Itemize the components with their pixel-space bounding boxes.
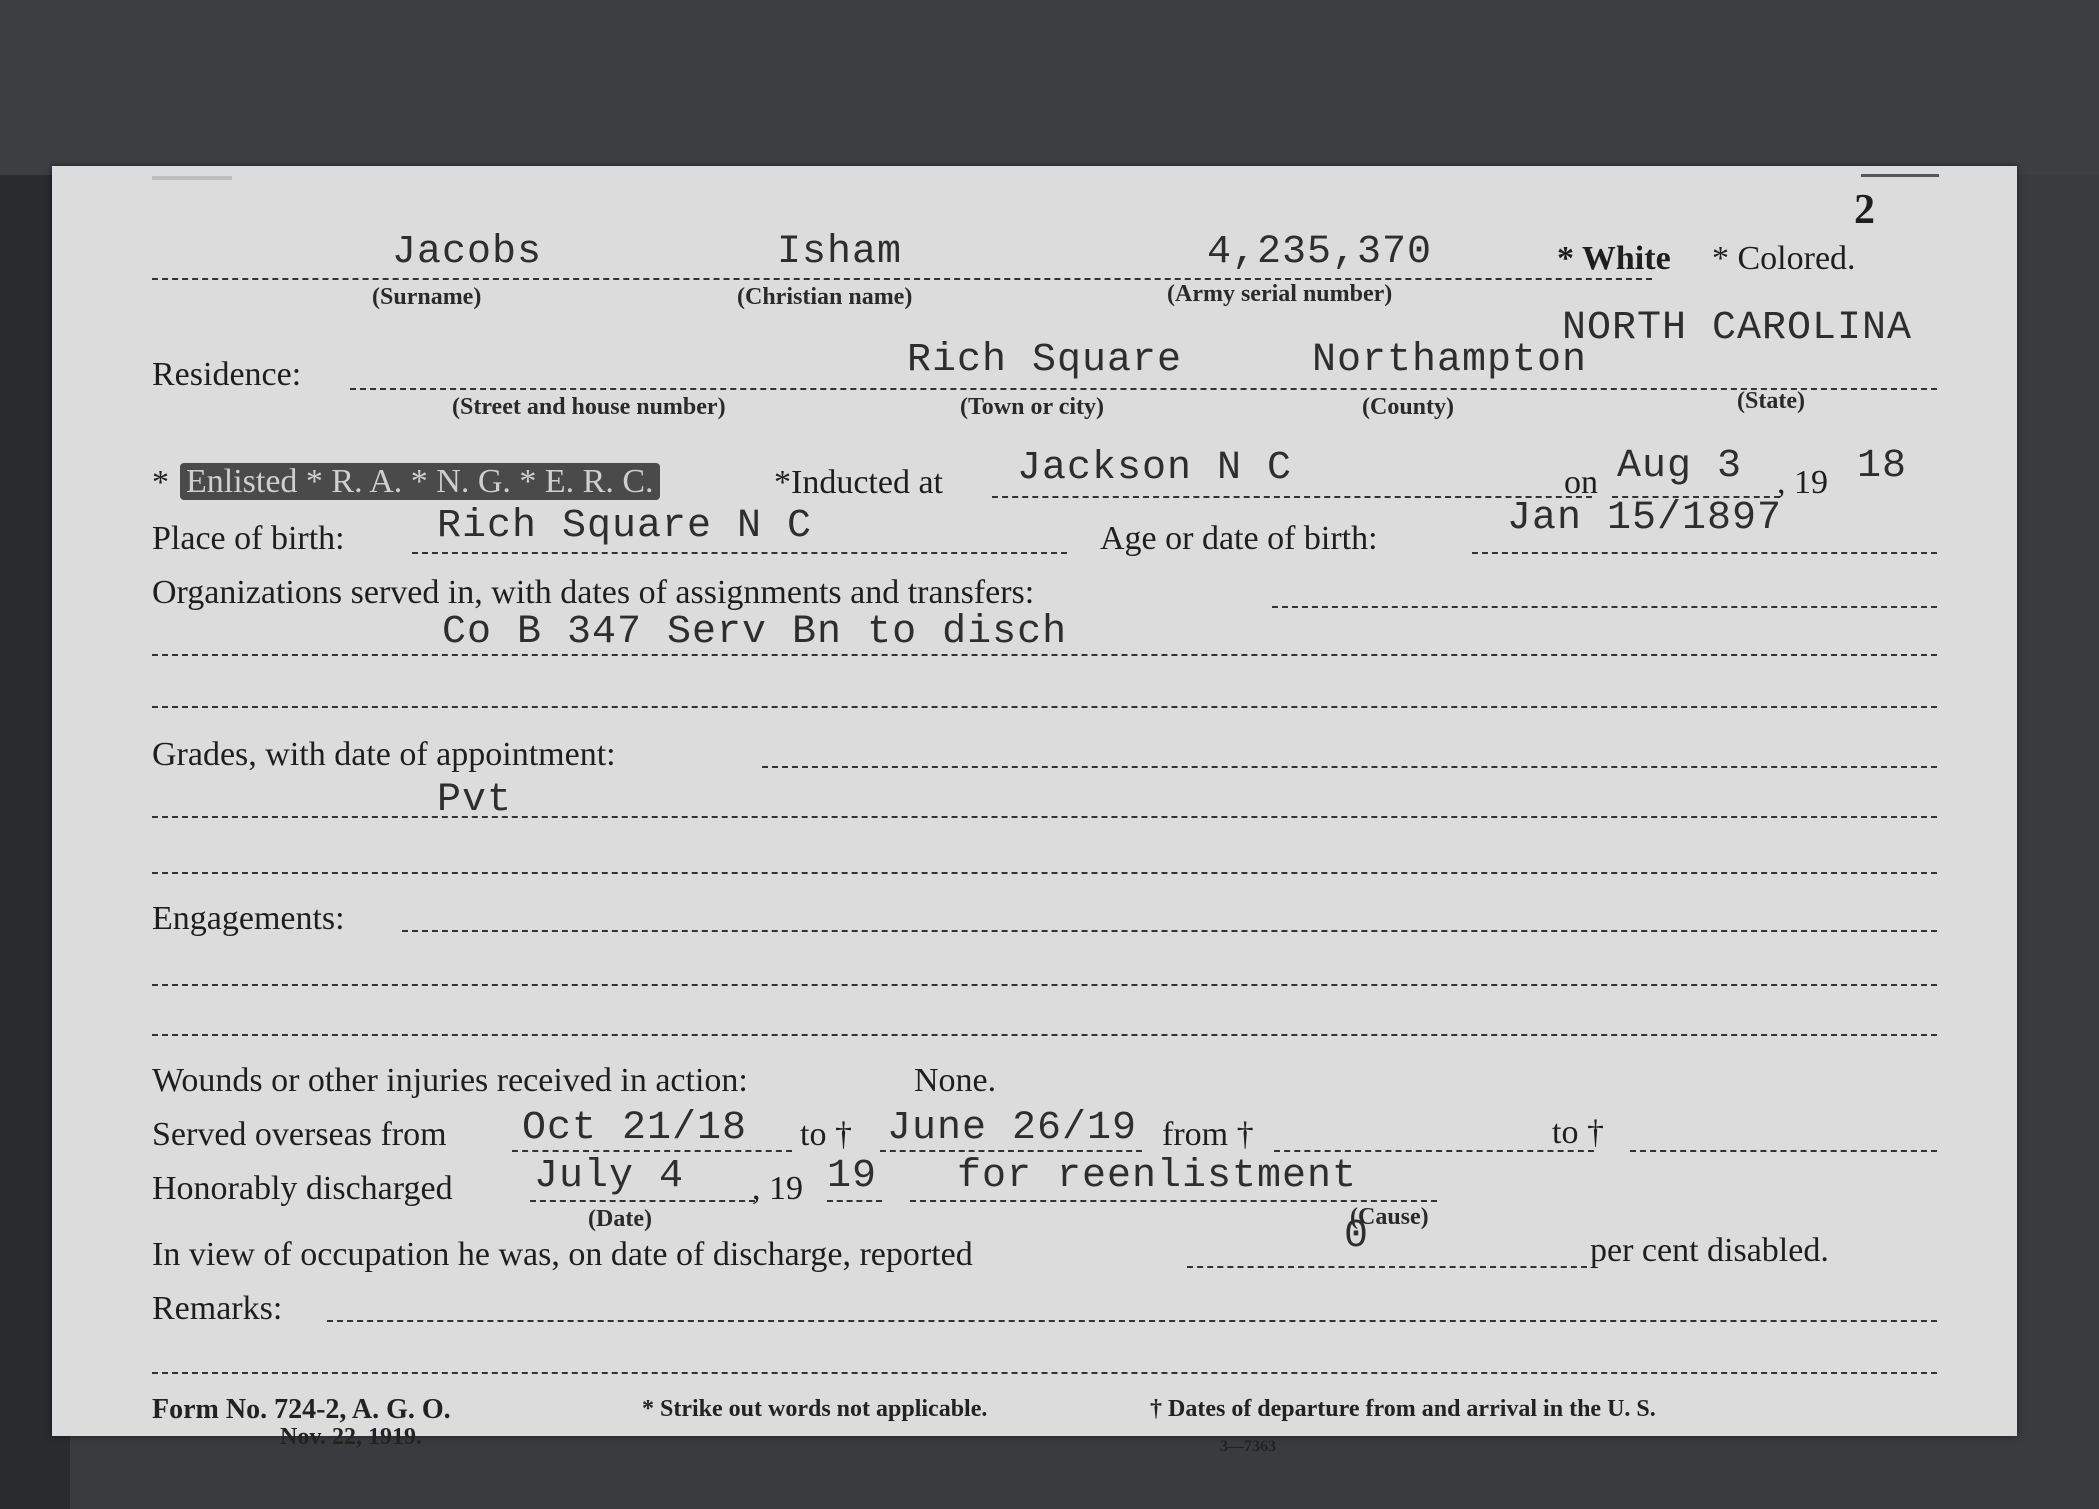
discharge-date-caption: (Date) [588,1206,652,1232]
card-scuff [152,176,232,180]
occupation-line [1187,1266,1587,1268]
birth-date-line [1472,552,1937,554]
grades-line-3 [152,872,1937,874]
overseas-from-line [512,1150,792,1152]
occupation-label: In view of occupation he was, on date of discharge, reported [152,1236,973,1273]
organizations-value: Co B 347 Serv Bn to disch [442,610,1068,655]
place-of-birth-value: Rich Square N C [437,504,813,549]
overseas-to2-line [1630,1150,1937,1152]
organizations-line-1 [1272,606,1937,608]
organizations-label: Organizations served in, with dates of assignments and transfers: [152,574,1035,611]
organizations-line-2 [152,654,1937,656]
strike-note: * Strike out words not applicable. [642,1396,988,1422]
grades-label: Grades, with date of appointment: [152,736,616,773]
grades-value: Pvt [437,778,513,823]
colored-label: * Colored. [1712,240,1856,277]
enlisted-options: Enlisted * R. A. * N. G. * E. R. C. [180,463,660,500]
engagements-line-2 [152,984,1937,986]
inducted-at-label: *Inducted at [774,464,943,501]
street-caption: (Street and house number) [452,394,726,420]
enlisted-options-struck [180,463,660,501]
induction-year-prefix: , 19 [1777,464,1828,501]
engagements-label: Engagements: [152,900,345,937]
background-top [0,0,2099,175]
form-date: Nov. 22, 1919. [280,1424,423,1450]
place-of-birth-line [412,552,1067,554]
overseas-from2-line [1274,1150,1594,1152]
residence-state-value: NORTH CAROLINA [1562,306,1913,351]
inducted-place-line [992,496,1592,498]
overseas-to2-label: to † [1552,1114,1604,1151]
discharge-date-value: July 4 [534,1154,685,1199]
surname-caption: (Surname) [372,284,482,310]
overseas-to-label: to † [800,1116,852,1153]
top-rule [1861,174,1939,177]
residence-line [350,388,1937,390]
town-caption: (Town or city) [960,394,1104,420]
county-caption: (County) [1362,394,1455,420]
wounds-value: None. [914,1062,997,1099]
overseas-to-line [880,1150,1142,1152]
wounds-label: Wounds or other injuries received in action: [152,1062,748,1099]
residence-town-value: Rich Square [907,338,1183,383]
serial-number-caption: (Army serial number) [1167,281,1393,307]
serial-number-value: 4,235,370 [1207,230,1433,275]
white-label: * White [1557,240,1671,277]
engagements-line-3 [152,1034,1937,1036]
birth-date-label: Age or date of birth: [1100,520,1378,557]
overseas-label: Served overseas from [152,1116,447,1153]
overseas-to-value: June 26/19 [887,1106,1138,1151]
name-line [152,278,1652,280]
organizations-line-3 [152,706,1937,708]
discharge-cause-line [910,1200,1437,1202]
surname-value: Jacobs [392,230,543,275]
discharge-year-prefix: , 19 [752,1170,803,1207]
remarks-line-1 [327,1320,1937,1322]
discharge-cause-value: for reenlistment [957,1154,1358,1199]
form-number: Form No. 724-2, A. G. O. [152,1394,451,1425]
overseas-from-value: Oct 21/18 [522,1106,748,1151]
discharge-label: Honorably discharged [152,1170,453,1207]
discharge-date-line [530,1200,755,1202]
print-code: 3—7363 [1220,1438,1276,1455]
remarks-line-2 [152,1372,1937,1374]
grades-line-2 [152,816,1937,818]
state-caption: (State) [1737,388,1805,414]
place-of-birth-label: Place of birth: [152,520,345,557]
grades-line-1 [762,766,1937,768]
christian-name-value: Isham [777,230,903,275]
occupation-value: 0 [1344,1214,1370,1259]
on-label: on [1564,464,1598,501]
dates-note: † Dates of departure from and arrival in the U. S. [1150,1396,1656,1422]
overseas-from2-label: from † [1162,1116,1254,1153]
inducted-place-value: Jackson N C [1017,446,1293,491]
birth-date-value: Jan 15/1897 [1507,496,1783,541]
occupation-suffix: per cent disabled. [1590,1232,1829,1269]
discharge-year-value: 19 [827,1154,878,1199]
christian-name-caption: (Christian name) [737,284,913,310]
service-record-card [52,166,2017,1455]
residence-county-value: Northampton [1312,338,1588,383]
discharge-year-line [827,1200,882,1202]
induction-date-value: Aug 3 [1617,444,1743,489]
remarks-label: Remarks: [152,1290,283,1327]
engagements-line-1 [402,930,1937,932]
discharge-cause-caption: (Cause) [1350,1204,1429,1230]
induction-star: * [152,464,169,501]
card-number: 2 [1854,187,1875,233]
residence-label: Residence: [152,356,302,393]
induction-year-value: 18 [1857,444,1908,489]
